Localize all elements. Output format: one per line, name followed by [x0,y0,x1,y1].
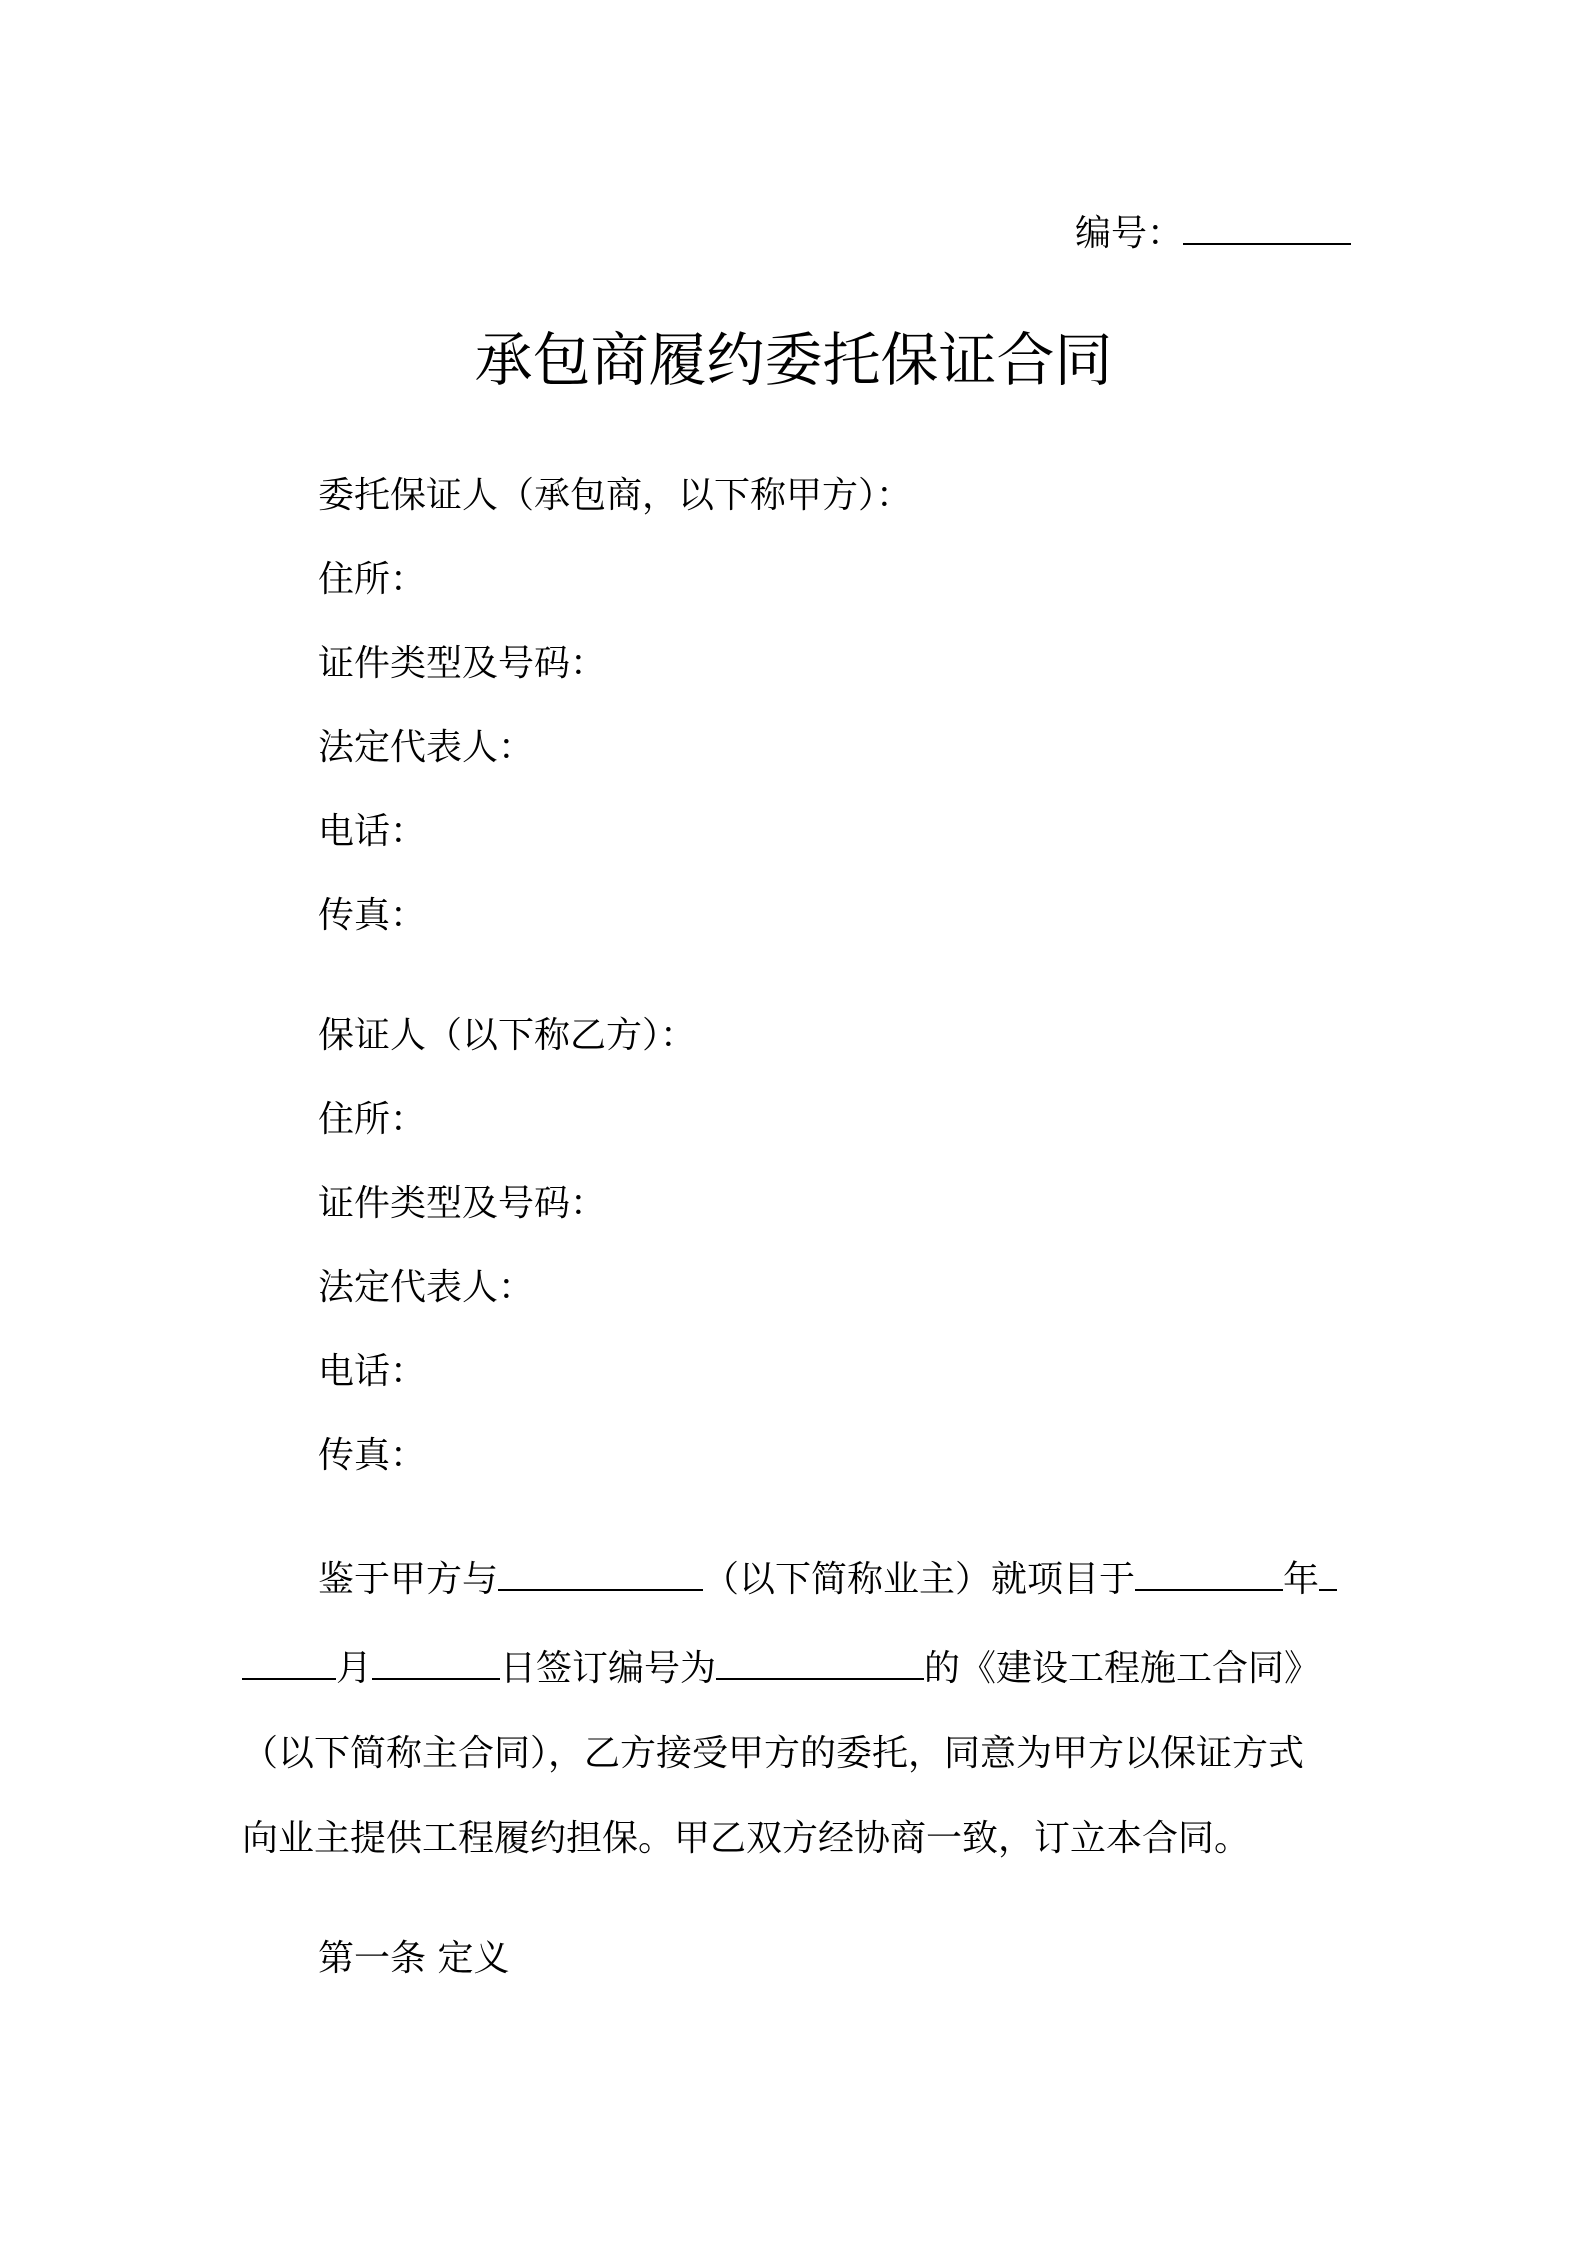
contract-number-line [1075,210,1351,258]
contract-number-label: 编号： [1075,213,1184,254]
document-title: 承包商履约委托保证合同 [474,326,1113,394]
party-a-representative: 法定代表人： [318,727,535,768]
sign-month-blank[interactable] [242,1648,336,1680]
sign-day-blank[interactable] [372,1648,500,1680]
preamble-text: 月 [336,1648,373,1689]
preamble-text: 的《建设工程施工合同》 [924,1648,1321,1689]
party-a-id: 证件类型及号码： [318,643,607,684]
preamble-text: （以下简称业主）就项目于 [703,1559,1136,1600]
party-b-representative: 法定代表人： [318,1267,535,1308]
sign-year-blank[interactable] [1135,1559,1283,1591]
preamble-line-4: 向业主提供工程履约担保。甲乙双方经协商一致，订立本合同。 [242,1818,1251,1859]
contract-code-blank[interactable] [716,1648,924,1680]
party-b-address: 住所： [318,1099,427,1140]
party-b-fax: 传真： [318,1435,427,1476]
preamble-text: 年 [1283,1559,1320,1600]
contract-number-blank[interactable] [1183,213,1351,245]
party-b-id: 证件类型及号码： [318,1183,607,1224]
party-b-heading: 保证人（以下称乙方）： [318,1015,697,1056]
preamble-text: 日签订编号为 [500,1648,717,1689]
owner-name-blank[interactable] [498,1559,703,1591]
party-b-phone: 电话： [318,1351,427,1392]
party-a-fax: 传真： [318,895,427,936]
preamble-text: 鉴于甲方与 [318,1559,499,1600]
party-a-phone: 电话： [318,811,427,852]
preamble-line-1 [318,1556,1337,1604]
sign-month-blank-start[interactable] [1319,1559,1337,1591]
preamble-line-3: （以下简称主合同），乙方接受甲方的委托，同意为甲方以保证方式 [242,1733,1305,1774]
party-a-heading: 委托保证人（承包商，以下称甲方）： [318,475,913,516]
preamble-line-2 [242,1645,1320,1693]
party-a-address: 住所： [318,559,427,600]
section-1-title: 第一条 定义 [318,1938,510,1979]
